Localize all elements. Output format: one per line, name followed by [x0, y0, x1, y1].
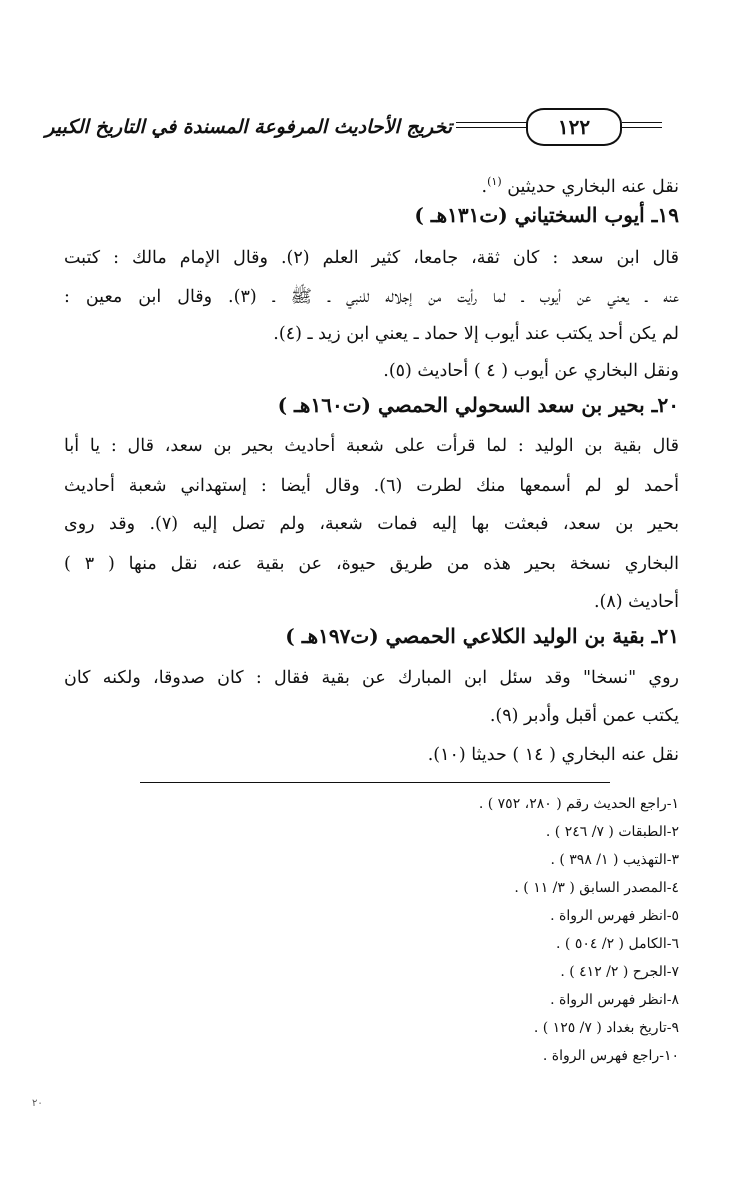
text-line: روي "نسخا" وقد سئل ابن المبارك عن بقية فقال : كان صدوقا، ولكنه كان — [64, 668, 679, 688]
page-number: ١٢٢ — [526, 108, 622, 146]
text-line: نقل عنه البخاري حديثين $^{(١)}$. — [481, 175, 679, 197]
text-line: يكتب عمن أقبل وأدبر (٩). — [489, 706, 679, 726]
text-line: قال بقية بن الوليد : لما قرأت على شعبة أحاديث بحير بن سعد، قال : يا أبا — [64, 436, 679, 456]
footnote-item: ٩-تاريخ بغداد ( ٧/ ١٢٥ ) . — [533, 1020, 679, 1036]
header-rule-mid-top — [456, 122, 528, 123]
footnote-item: ٤-المصدر السابق ( ٣/ ١١ ) . — [514, 880, 679, 896]
biography-heading-20: ٢٠ـ بحير بن سعد السحولي الحمصي (ت١٦٠هـ ) — [277, 393, 679, 417]
footnote-item: ٥-انظر فهرس الرواة . — [550, 908, 679, 924]
footnote-item: ٧-الجرح ( ٢/ ٤١٢ ) . — [560, 964, 679, 980]
footnote-ref: (١) — [487, 175, 502, 188]
text-line: لم يكن أحد يكتب عند أيوب إلا حماد ـ يعني ابن زيد ـ (٤). — [273, 324, 679, 344]
page-header — [45, 108, 662, 150]
text-line: عنه ـ يعني عن أيوب ـ لما رأيت من إجلاله للنبي ـ ﷺ ـ (٣). وقال ابن معين : — [64, 287, 679, 307]
header-rule-right-bottom — [622, 127, 662, 128]
header-rule-mid-bottom — [456, 127, 528, 128]
footnote-item: ١-راجع الحديث رقم ( ٢٨٠، ٧٥٢ ) . — [478, 796, 679, 812]
biography-heading-19: ١٩ـ أيوب السختياني (ت١٣١هـ ) — [414, 203, 679, 227]
footnote-item: ٨-انظر فهرس الرواة . — [550, 992, 679, 1008]
text-line: أحاديث (٨). — [593, 592, 679, 612]
running-title: تخريج الأحاديث المرفوعة المسندة في التاريخ الكبير — [45, 116, 452, 138]
text-line: نقل عنه البخاري ( ١٤ ) حديثا (١٠). — [427, 745, 679, 765]
footnote-separator — [140, 782, 610, 783]
header-rule-right-top — [622, 122, 662, 123]
text-line: ونقل البخاري عن أيوب ( ٤ ) أحاديث (٥). — [383, 361, 679, 381]
text-line: قال ابن سعد : كان ثقة، جامعا، كثير العلم (٢). وقال الإمام مالك : كتبت — [64, 248, 679, 268]
biography-heading-21: ٢١ـ بقية بن الوليد الكلاعي الحمصي (ت١٩٧هـ ) — [285, 624, 679, 648]
corner-mark: ٢٠ — [32, 1098, 43, 1109]
footnote-item: ٣-التهذيب ( ١/ ٣٩٨ ) . — [550, 852, 679, 868]
text-line: بحير بن سعد، فبعثت بها إليه فمات شعبة، ولم تصل إليه (٧). وقد روى — [64, 514, 679, 534]
text-line: البخاري نسخة بحير هذه من طريق حيوة، عن بقية عنه، نقل منها ( ٣ ) — [64, 554, 680, 574]
footnote-item: ١٠-راجع فهرس الرواة . — [542, 1048, 679, 1064]
footnote-item: ٦-الكامل ( ٢/ ٥٠٤ ) . — [556, 936, 679, 952]
footnote-item: ٢-الطبقات ( ٧/ ٢٤٦ ) . — [545, 824, 679, 840]
text-line: أحمد لو لم أسمعها منك لطرت (٦). وقال أيضا : إستهداني شعبة أحاديث — [64, 476, 679, 496]
